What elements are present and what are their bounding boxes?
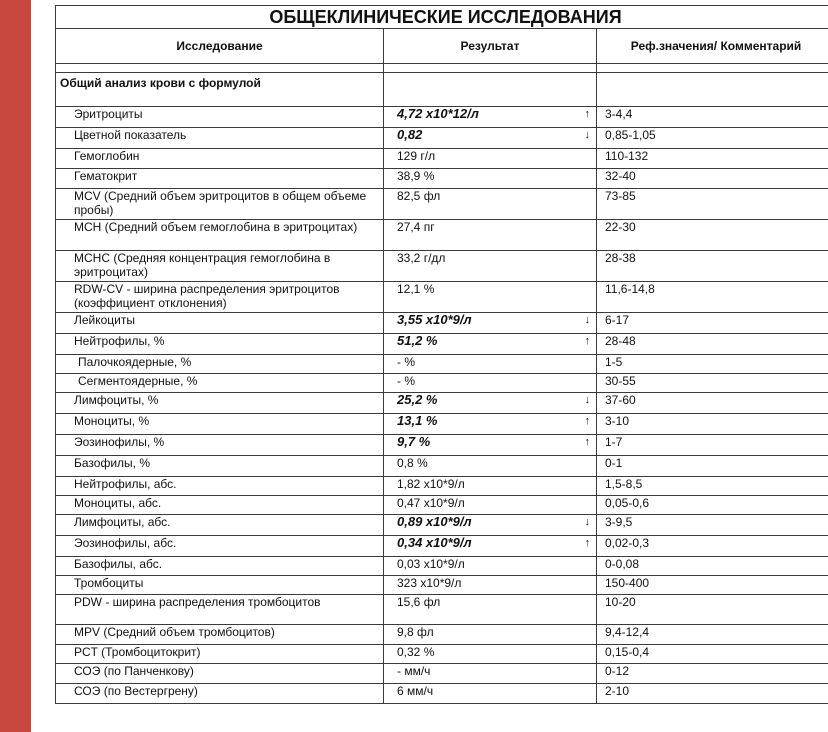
arrow-down-icon: ↓ <box>584 129 590 141</box>
table-row <box>56 496 828 515</box>
reference-range: 22-30 <box>597 220 828 251</box>
test-name: Эритроциты <box>56 107 384 128</box>
test-name: СОЭ (по Вестергрену) <box>56 684 384 704</box>
test-result: 323 х10*9/л <box>397 576 462 590</box>
table-row <box>56 595 828 625</box>
test-name: MCH (Средний объем гемоглобина в эритроцитах) <box>56 220 384 251</box>
test-name: Моноциты, абс. <box>56 496 384 515</box>
reference-range: 30-55 <box>597 374 828 393</box>
test-result-cell <box>384 169 597 189</box>
table-row <box>56 374 828 393</box>
test-name: Базофилы, % <box>56 456 384 477</box>
section-row <box>56 73 828 107</box>
test-result: 3,55 х10*9/л <box>397 312 472 327</box>
test-result: 13,1 % <box>397 413 438 428</box>
test-result-cell <box>384 414 597 435</box>
table-row <box>56 251 828 282</box>
spacer-row <box>56 64 828 73</box>
reference-range: 110-132 <box>597 149 828 169</box>
report-title: ОБЩЕКЛИНИЧЕСКИЕ ИССЛЕДОВАНИЯ <box>56 6 828 29</box>
test-result-cell <box>384 664 597 684</box>
reference-range: 0-0,08 <box>597 557 828 576</box>
arrow-down-icon: ↓ <box>584 394 590 406</box>
reference-range: 1-7 <box>597 435 828 456</box>
reference-range: 0,05-0,6 <box>597 496 828 515</box>
reference-range: 3-4,4 <box>597 107 828 128</box>
test-result: 1,82 х10*9/л <box>397 477 465 491</box>
table-row <box>56 684 828 704</box>
test-result: 0,89 х10*9/л <box>397 514 472 529</box>
table-row <box>56 220 828 251</box>
test-result-cell <box>384 374 597 393</box>
arrow-up-icon: ↑ <box>584 436 590 448</box>
table-row <box>56 557 828 576</box>
test-name: Моноциты, % <box>56 414 384 435</box>
test-name: Гематокрит <box>56 169 384 189</box>
reference-range: 150-400 <box>597 576 828 595</box>
test-result: 0,32 % <box>397 645 435 659</box>
test-result-cell <box>384 595 597 625</box>
table-row <box>56 282 828 313</box>
test-result-cell <box>384 393 597 414</box>
reference-range: 3-9,5 <box>597 515 828 536</box>
table-row <box>56 128 828 149</box>
reference-range: 28-38 <box>597 251 828 282</box>
test-result: - мм/ч <box>397 664 431 678</box>
test-result: 12,1 % <box>397 282 435 296</box>
test-result-cell <box>384 536 597 557</box>
test-result-cell <box>384 107 597 128</box>
test-name: Нейтрофилы, абс. <box>56 477 384 496</box>
test-name: Эозинофилы, % <box>56 435 384 456</box>
test-name: Лейкоциты <box>56 313 384 334</box>
table-row <box>56 393 828 414</box>
test-name: Базофилы, абс. <box>56 557 384 576</box>
test-name: Цветной показатель <box>56 128 384 149</box>
table-row <box>56 149 828 169</box>
test-name: Лимфоциты, % <box>56 393 384 414</box>
test-result-cell <box>384 684 597 704</box>
reference-range: 3-10 <box>597 414 828 435</box>
test-result-cell <box>384 220 597 251</box>
reference-range: 0-12 <box>597 664 828 684</box>
test-result-cell <box>384 149 597 169</box>
test-result: 0,34 х10*9/л <box>397 535 472 550</box>
spacer-cell <box>384 64 597 73</box>
reference-range: 2-10 <box>597 684 828 704</box>
test-name: Гемоглобин <box>56 149 384 169</box>
test-result-cell <box>384 355 597 374</box>
test-result-cell <box>384 496 597 515</box>
results-table <box>55 5 828 704</box>
section-ref-cell <box>597 73 828 107</box>
test-name: Тромбоциты <box>56 576 384 595</box>
test-result-cell <box>384 189 597 220</box>
test-result: 38,9 % <box>397 169 435 183</box>
reference-range: 0,02-0,3 <box>597 536 828 557</box>
left-red-bar <box>0 0 31 732</box>
table-row <box>56 477 828 496</box>
test-name: MCHC (Средняя концентрация гемоглобина в эритроцитах) <box>56 251 384 282</box>
col-header-ref: Реф.значения/ Комментарий <box>597 29 828 64</box>
lab-report-page <box>55 0 828 732</box>
test-result: 9,8 фл <box>397 625 434 639</box>
test-name: RDW-CV - ширина распределения эритроцитов (коэффициент отклонения) <box>56 282 384 313</box>
test-result: - % <box>397 374 415 388</box>
test-result: 51,2 % <box>397 333 438 348</box>
table-row <box>56 334 828 355</box>
test-name: Сегментоядерные, % <box>56 374 384 393</box>
table-row <box>56 189 828 220</box>
test-result-cell <box>384 576 597 595</box>
test-result: 0,82 <box>397 127 423 142</box>
spacer-cell <box>56 64 384 73</box>
table-row <box>56 576 828 595</box>
reference-range: 0,85-1,05 <box>597 128 828 149</box>
test-result: 0,8 % <box>397 456 428 470</box>
test-result: 9,7 % <box>397 434 431 449</box>
col-header-test: Исследование <box>56 29 384 64</box>
arrow-up-icon: ↑ <box>584 108 590 120</box>
table-row <box>56 107 828 128</box>
test-result-cell <box>384 477 597 496</box>
title-row <box>56 6 828 29</box>
test-result-cell <box>384 456 597 477</box>
arrow-up-icon: ↑ <box>584 415 590 427</box>
test-result-cell <box>384 128 597 149</box>
table-row <box>56 313 828 334</box>
table-row <box>56 515 828 536</box>
header-row <box>56 29 828 64</box>
table-row <box>56 435 828 456</box>
test-name: Лимфоциты, абс. <box>56 515 384 536</box>
reference-range: 6-17 <box>597 313 828 334</box>
table-row <box>56 414 828 435</box>
test-result: 15,6 фл <box>397 595 441 609</box>
reference-range: 0-1 <box>597 456 828 477</box>
test-result-cell <box>384 435 597 456</box>
reference-range: 10-20 <box>597 595 828 625</box>
test-result-cell <box>384 515 597 536</box>
col-header-result: Результат <box>384 29 597 64</box>
arrow-down-icon: ↓ <box>584 516 590 528</box>
arrow-up-icon: ↑ <box>584 537 590 549</box>
section-title: Общий анализ крови с формулой <box>56 73 384 107</box>
test-result: 27,4 пг <box>397 220 435 234</box>
reference-range: 73-85 <box>597 189 828 220</box>
arrow-down-icon: ↓ <box>584 314 590 326</box>
test-result-cell <box>384 625 597 645</box>
table-row <box>56 536 828 557</box>
test-result: 4,72 х10*12/л <box>397 106 479 121</box>
test-name: PCT (Тромбоцитокрит) <box>56 645 384 664</box>
test-result: 0,03 х10*9/л <box>397 557 465 571</box>
reference-range: 9,4-12,4 <box>597 625 828 645</box>
test-result-cell <box>384 334 597 355</box>
reference-range: 0,15-0,4 <box>597 645 828 664</box>
reference-range: 37-60 <box>597 393 828 414</box>
reference-range: 28-48 <box>597 334 828 355</box>
test-result-cell <box>384 251 597 282</box>
test-result: 82,5 фл <box>397 189 441 203</box>
table-row <box>56 625 828 645</box>
table-row <box>56 645 828 664</box>
test-result: 6 мм/ч <box>397 684 434 698</box>
test-result: 0,47 х10*9/л <box>397 496 465 510</box>
reference-range: 1-5 <box>597 355 828 374</box>
test-name: MPV (Средний объем тромбоцитов) <box>56 625 384 645</box>
table-row <box>56 169 828 189</box>
test-result: 33,2 г/дл <box>397 251 446 265</box>
test-result: 129 г/л <box>397 149 436 163</box>
reference-range: 1,5-8,5 <box>597 477 828 496</box>
table-row <box>56 456 828 477</box>
test-name: Палочкоядерные, % <box>56 355 384 374</box>
test-result: 25,2 % <box>397 392 438 407</box>
test-result-cell <box>384 313 597 334</box>
test-result-cell <box>384 557 597 576</box>
test-name: MCV (Средний объем эритроцитов в общем объеме пробы) <box>56 189 384 220</box>
test-result: - % <box>397 355 415 369</box>
reference-range: 11,6-14,8 <box>597 282 828 313</box>
spacer-cell <box>597 64 828 73</box>
arrow-up-icon: ↑ <box>584 335 590 347</box>
test-name: Нейтрофилы, % <box>56 334 384 355</box>
reference-range: 32-40 <box>597 169 828 189</box>
test-name: СОЭ (по Панченкову) <box>56 664 384 684</box>
section-result-cell <box>384 73 597 107</box>
test-result-cell <box>384 645 597 664</box>
test-result-cell <box>384 282 597 313</box>
table-row <box>56 664 828 684</box>
test-name: Эозинофилы, абс. <box>56 536 384 557</box>
test-name: PDW - ширина распределения тромбоцитов <box>56 595 384 625</box>
table-row <box>56 355 828 374</box>
